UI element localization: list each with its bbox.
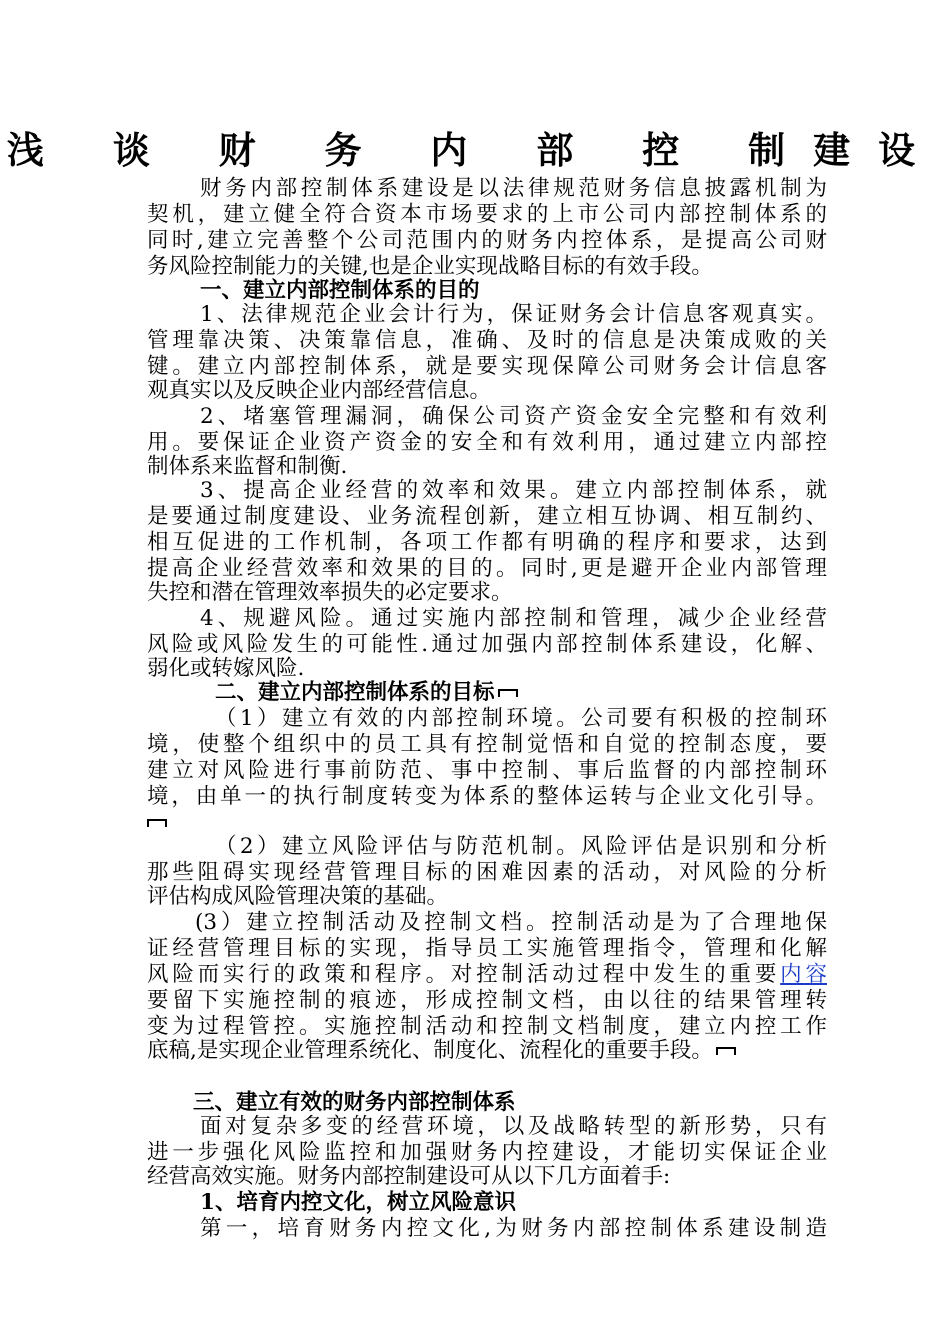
paragraph-line: 弱化或转嫁风险. xyxy=(147,656,305,681)
paragraph-line: 制体系来监督和制衡. xyxy=(147,454,348,479)
paragraph-line: 底稿,是实现企业管理系统化、制度化、流程化的重要手段。 xyxy=(147,1037,827,1065)
paragraph-line: 第一，培育财务内控文化,为财务内部控制体系建设制造 xyxy=(200,1216,827,1241)
document-title: 浅 谈 财 务 内 部 控 制建设 xyxy=(6,128,944,172)
paragraph-line: 变为过程管控。实施控制活动和控制文档制度，建立内控工作 xyxy=(147,1014,827,1039)
paragraph-line: 4、规避风险。通过实施内部控制和管理，减少企业经营 xyxy=(200,606,827,631)
paragraph-line: 务风险控制能力的关键,也是企业实现战略目标的有效手段。 xyxy=(147,254,713,279)
paragraph-line: 相互促进的工作机制，各项工作都有明确的程序和要求，达到 xyxy=(147,530,827,555)
paragraph-line: 进一步强化风险监控和加强财务内控建设，才能切实保证企业 xyxy=(147,1140,827,1165)
paragraph-line: （1）建立有效的内部控制环境。公司要有积极的控制环 xyxy=(215,706,827,731)
paragraph-line: 风险或风险发生的可能性.通过加强内部控制体系建设，化解、 xyxy=(147,632,827,657)
paragraph-line: 1、法律规范企业会计行为，保证财务会计信息客观真实。 xyxy=(200,302,827,327)
paragraph-line: 建立对风险进行事前防范、事中控制、事后监督的内部控制环 xyxy=(147,758,827,783)
paragraph-line: 评估构成风险管理决策的基础。 xyxy=(147,884,449,909)
paragraph-line: 3、提高企业经营的效率和效果。建立内部控制体系，就 xyxy=(200,478,827,503)
subsection-heading: 1、培育内控文化，树立风险意识 xyxy=(200,1190,516,1215)
paragraph-line: 证经营管理目标的实现，指导员工实施管理指令，管理和化解 xyxy=(147,936,827,961)
paragraph-line: 同时,建立完善整个公司范围内的财务内控体系，是提高公司财 xyxy=(147,228,827,253)
paragraph-line: 经营高效实施。财务内部控制建设可从以下几方面着手: xyxy=(147,1164,671,1189)
revision-mark-icon xyxy=(498,689,518,697)
paragraph-line: 那些阻碍实现经营管理目标的困难因素的活动，对风险的分析 xyxy=(147,860,827,885)
paragraph-line: 是要通过制度建设、业务流程创新，建立相互协调、相互制约、 xyxy=(147,504,827,529)
paragraph-line: 键。建立内部控制体系，就是要实现保障公司财务会计信息客 xyxy=(147,354,827,379)
paragraph-line: 风险而实行的政策和程序。对控制活动过程中发生的重要内容 xyxy=(147,962,827,987)
content-link[interactable]: 内容 xyxy=(780,962,827,987)
paragraph-line: 管理靠决策、决策靠信息，准确、及时的信息是决策成败的关 xyxy=(147,328,827,353)
revision-mark-icon xyxy=(147,819,167,827)
paragraph-line: 契机，建立健全符合资本市场要求的上市公司内部控制体系的 xyxy=(147,202,827,227)
paragraph-line: 要留下实施控制的痕迹，形成控制文档，由以往的结果管理转 xyxy=(147,988,827,1013)
section-heading: 一、建立内部控制体系的目的 xyxy=(200,278,480,303)
paragraph-line: 境，由单一的执行制度转变为体系的整体运转与企业文化引导。 xyxy=(147,784,827,809)
paragraph-line: 失控和潜在管理效率损失的必定要求。 xyxy=(147,580,513,605)
revision-mark-icon xyxy=(716,1047,736,1055)
paragraph-line: 提高企业经营效率和效果的目的。同时,更是避开企业内部管理 xyxy=(147,556,827,581)
section-heading-text: 二、建立内部控制体系的目标 xyxy=(215,680,495,705)
section-heading xyxy=(215,679,615,707)
paragraph-line: (3）建立控制活动及控制文档。控制活动是为了合理地保 xyxy=(195,910,827,935)
paragraph-line: 财务内部控制体系建设是以法律规范财务信息披露机制为 xyxy=(200,176,827,201)
section-heading: 三、建立有效的财务内部控制体系 xyxy=(193,1090,516,1115)
paragraph-line: 用。要保证企业资产资金的安全和有效利用，通过建立内部控 xyxy=(147,430,827,455)
paragraph-line: 观真实以及反映企业内部经营信息。 xyxy=(147,378,492,403)
paragraph-line: 面对复杂多变的经营环境，以及战略转型的新形势，只有 xyxy=(200,1114,827,1139)
paragraph-line: 2、堵塞管理漏洞，确保公司资产资金安全完整和有效利 xyxy=(200,404,827,429)
paragraph-line: 境，使整个组织中的员工具有控制觉悟和自觉的控制态度，要 xyxy=(147,732,827,757)
paragraph-line: （2）建立风险评估与防范机制。风险评估是识别和分析 xyxy=(215,834,827,859)
